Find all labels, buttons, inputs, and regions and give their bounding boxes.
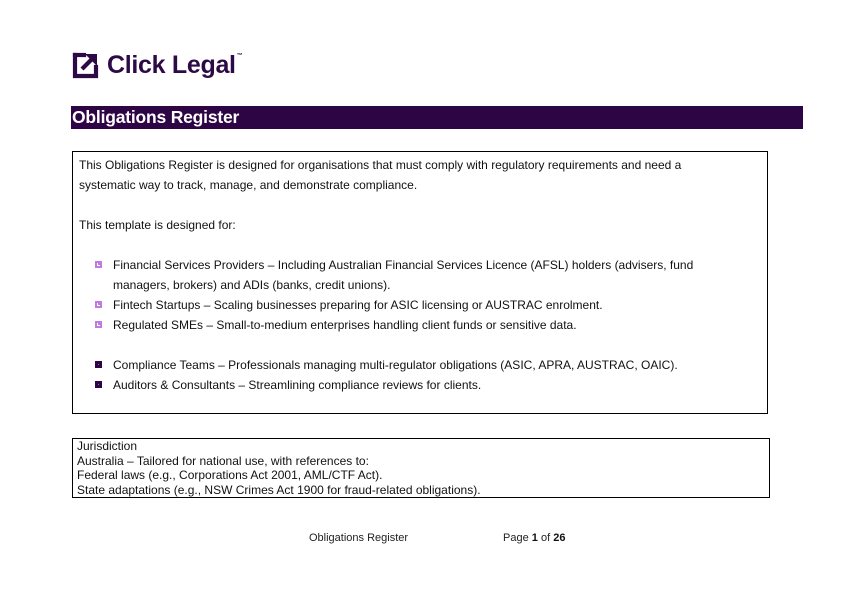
jurisdiction-box [72, 438, 770, 498]
list-item [95, 315, 723, 335]
footer-page-number [503, 531, 565, 545]
page-title: Obligations Register [72, 107, 240, 127]
page-total: 26 [553, 532, 566, 544]
intro-line-1: This Obligations Register is designed for organisations that must comply with regulatory requirements and need a [79, 158, 682, 172]
list-item-text: Fintech Startups – Scaling businesses preparing for ASIC licensing or AUSTRAC enrolment. [113, 298, 603, 312]
list-item [95, 295, 723, 315]
footer-document-title: Obligations Register [309, 532, 409, 544]
brand-name: Click Legal [107, 51, 236, 79]
list-item-text: Regulated SMEs – Small-to-medium enterprises handling client funds or sensitive data. [113, 318, 577, 332]
arrow-box-icon [95, 301, 102, 308]
arrow-box-icon [95, 321, 102, 328]
designed-for-label: This template is designed for: [79, 218, 236, 232]
list-item [95, 375, 723, 395]
page-of: of [540, 532, 551, 544]
list-item [95, 255, 723, 295]
section-title-bar [71, 106, 803, 129]
jurisdiction-heading: Jurisdiction [77, 439, 138, 453]
intro-box [72, 151, 768, 414]
trademark-mark: ™ [236, 53, 243, 59]
jurisdiction-line: Australia – Tailored for national use, with references to: [77, 453, 369, 468]
square-bullet-icon [95, 361, 102, 368]
list-item [95, 355, 723, 375]
jurisdiction-line: State adaptations (e.g., NSW Crimes Act 1900 for fraud-related obligations). [77, 482, 481, 497]
jurisdiction-line: Federal laws (e.g., Corporations Act 2001, AML/CTF Act). [77, 468, 383, 483]
intro-line-2: systematic way to track, manage, and demonstrate compliance. [79, 178, 418, 192]
page-label: Page [503, 532, 529, 544]
list-item-text: Auditors & Consultants – Streamlining compliance reviews for clients. [113, 378, 482, 392]
brand-logo [72, 50, 243, 80]
square-bullet-icon [95, 381, 102, 388]
list-item-text: Financial Services Providers – Including Australian Financial Services Licence (AFSL) holders (advisers, fund managers, brokers) and ADIs (banks, credit unions). [113, 258, 694, 292]
page-current: 1 [531, 532, 538, 544]
list-item-text: Compliance Teams – Professionals managing multi-regulator obligations (ASIC, APRA, AUSTRAC, OAIC). [113, 358, 678, 372]
arrow-box-logo-icon [72, 51, 100, 79]
arrow-box-icon [95, 261, 102, 268]
